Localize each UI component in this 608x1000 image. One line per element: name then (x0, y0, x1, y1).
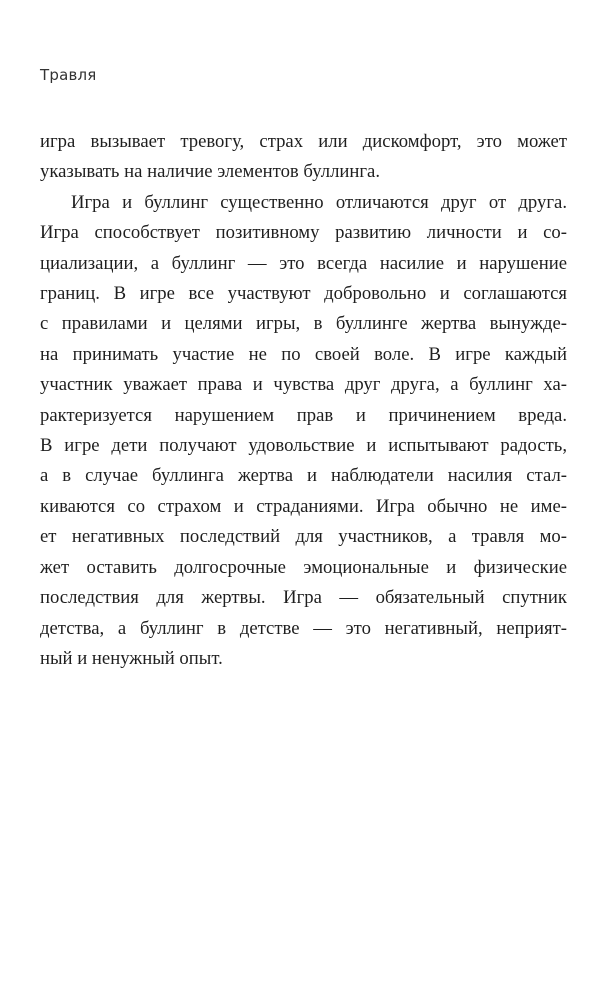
running-head: Травля (40, 66, 97, 84)
text-line: ет негативных последствий для участников, а травля мо- (40, 526, 567, 548)
text-line: Игра способствует позитивному развитию личности и со- (40, 222, 567, 244)
text-line: с правилами и целями игры, в буллинге жертва вынужде- (40, 313, 567, 335)
text-line: на принимать участие не по своей воле. В игре каждый (40, 343, 567, 365)
text-line: циализации, а буллинг — это всегда насилие и нарушение (40, 252, 567, 274)
text-line: игра вызывает тревогу, страх или дискомфорт, это может (40, 131, 567, 152)
text-line: участник уважает права и чувства друг друга, а буллинг ха- (40, 374, 567, 396)
text-line: жет оставить долгосрочные эмоциональные и физические (40, 556, 567, 578)
paragraph-1 (40, 127, 567, 188)
text-line: киваются со страхом и страданиями. Игра обычно не име- (40, 495, 567, 517)
paragraph-2 (40, 188, 567, 675)
text-line: указывать на наличие элементов буллинга. (40, 161, 381, 183)
text-line: детства, а буллинг в детстве — это негативный, неприят- (40, 617, 567, 639)
text-line: границ. В игре все участвуют добровольно и соглашаются (40, 283, 567, 305)
text-line: рактеризуется нарушением прав и причинением вреда. (40, 404, 567, 426)
body-text (40, 127, 567, 674)
text-line: В игре дети получают удовольствие и испытывают радость, (40, 435, 567, 457)
text-line: а в случае буллинга жертва и наблюдатели насилия стал- (40, 465, 567, 487)
text-line: Игра и буллинг существенно отличаются друг от друга. (71, 191, 567, 213)
text-line: последствия для жертвы. Игра — обязательный спутник (40, 587, 567, 609)
text-line: ный и ненужный опыт. (40, 647, 223, 669)
